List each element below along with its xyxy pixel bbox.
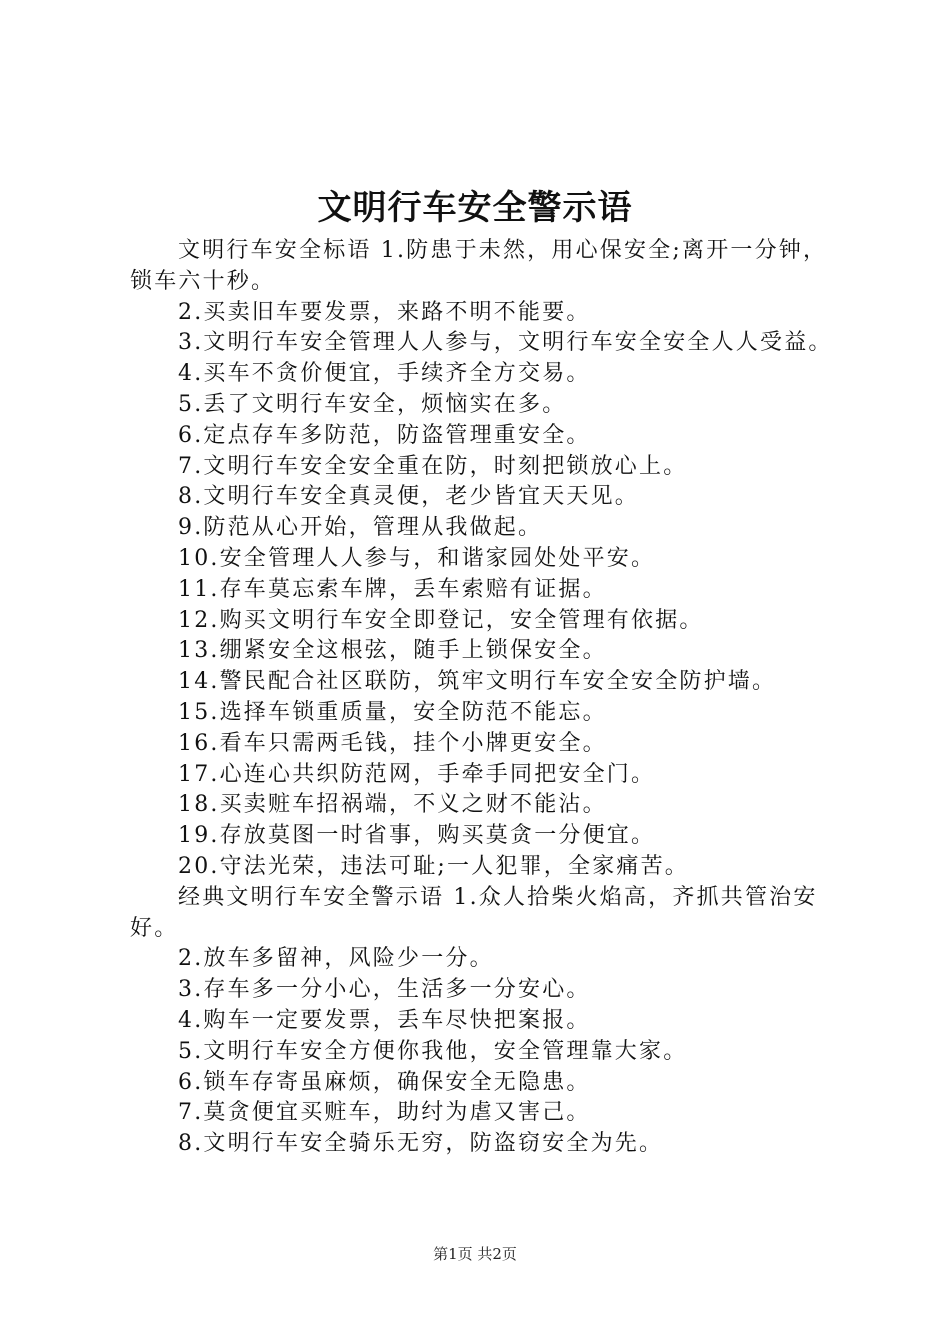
paragraph: 12.购买文明行车安全即登记，安全管理有依据。: [178, 607, 704, 633]
paragraph: 17.心连心共织防范网，手牵手同把安全门。: [178, 761, 656, 787]
paragraph: 18.买卖赃车招祸端，不义之财不能沾。: [178, 792, 607, 818]
paragraph: 7.莫贪便宜买赃车，助纣为虐又害己。: [178, 1100, 591, 1126]
paragraph: 经典文明行车安全警示语 1.众人拾柴火焰高，齐抓共管治安好。: [130, 884, 818, 941]
page-footer: 第1页 共2页: [433, 1245, 517, 1263]
paragraph: 4.买车不贪价便宜，手续齐全方交易。: [178, 361, 591, 387]
paragraph: 20.守法光荣，违法可耻;一人犯罪，全家痛苦。: [178, 853, 690, 879]
paragraph: 文明行车安全标语 1.防患于未然，用心保安全;离开一分钟，锁车六十秒。: [130, 238, 828, 294]
document-title: 文明行车安全警示语: [317, 188, 633, 228]
document-body: [130, 236, 834, 1160]
paragraph: 4.购车一定要发票，丢车尽快把案报。: [178, 1007, 591, 1033]
paragraph: 2.买卖旧车要发票，来路不明不能要。: [178, 299, 591, 325]
paragraph: 19.存放莫图一时省事，购买莫贪一分便宜。: [178, 823, 656, 849]
paragraph: 13.绷紧安全这根弦，随手上锁保安全。: [178, 638, 607, 664]
paragraph: 11.存车莫忘索车牌，丢车索赔有证据。: [178, 576, 607, 602]
paragraph: 5.丢了文明行车安全，烦恼实在多。: [178, 391, 567, 417]
paragraph: 6.定点存车多防范，防盗管理重安全。: [178, 422, 591, 448]
paragraph: 5.文明行车安全方便你我他，安全管理靠大家。: [178, 1038, 688, 1064]
paragraph: 8.文明行车安全真灵便，老少皆宜天天见。: [178, 484, 639, 510]
paragraph: 6.锁车存寄虽麻烦，确保安全无隐患。: [178, 1069, 591, 1095]
paragraph: 3.文明行车安全管理人人参与，文明行车安全安全人人受益。: [178, 330, 833, 356]
paragraph: 7.文明行车安全安全重在防，时刻把锁放心上。: [178, 453, 688, 479]
paragraph: 15.选择车锁重质量，安全防范不能忘。: [178, 699, 607, 725]
paragraph: 8.文明行车安全骑乐无穷，防盗窃安全为先。: [178, 1131, 664, 1157]
paragraph: 10.安全管理人人参与，和谐家园处处平安。: [178, 545, 656, 571]
paragraph: 14.警民配合社区联防，筑牢文明行车安全安全防护墙。: [178, 669, 777, 695]
paragraph: 2.放车多留神，风险少一分。: [178, 946, 494, 972]
paragraph: 16.看车只需两毛钱，挂个小牌更安全。: [178, 730, 607, 756]
paragraph: 3.存车多一分小心，生活多一分安心。: [178, 977, 591, 1003]
paragraph: 9.防范从心开始，管理从我做起。: [178, 515, 543, 541]
